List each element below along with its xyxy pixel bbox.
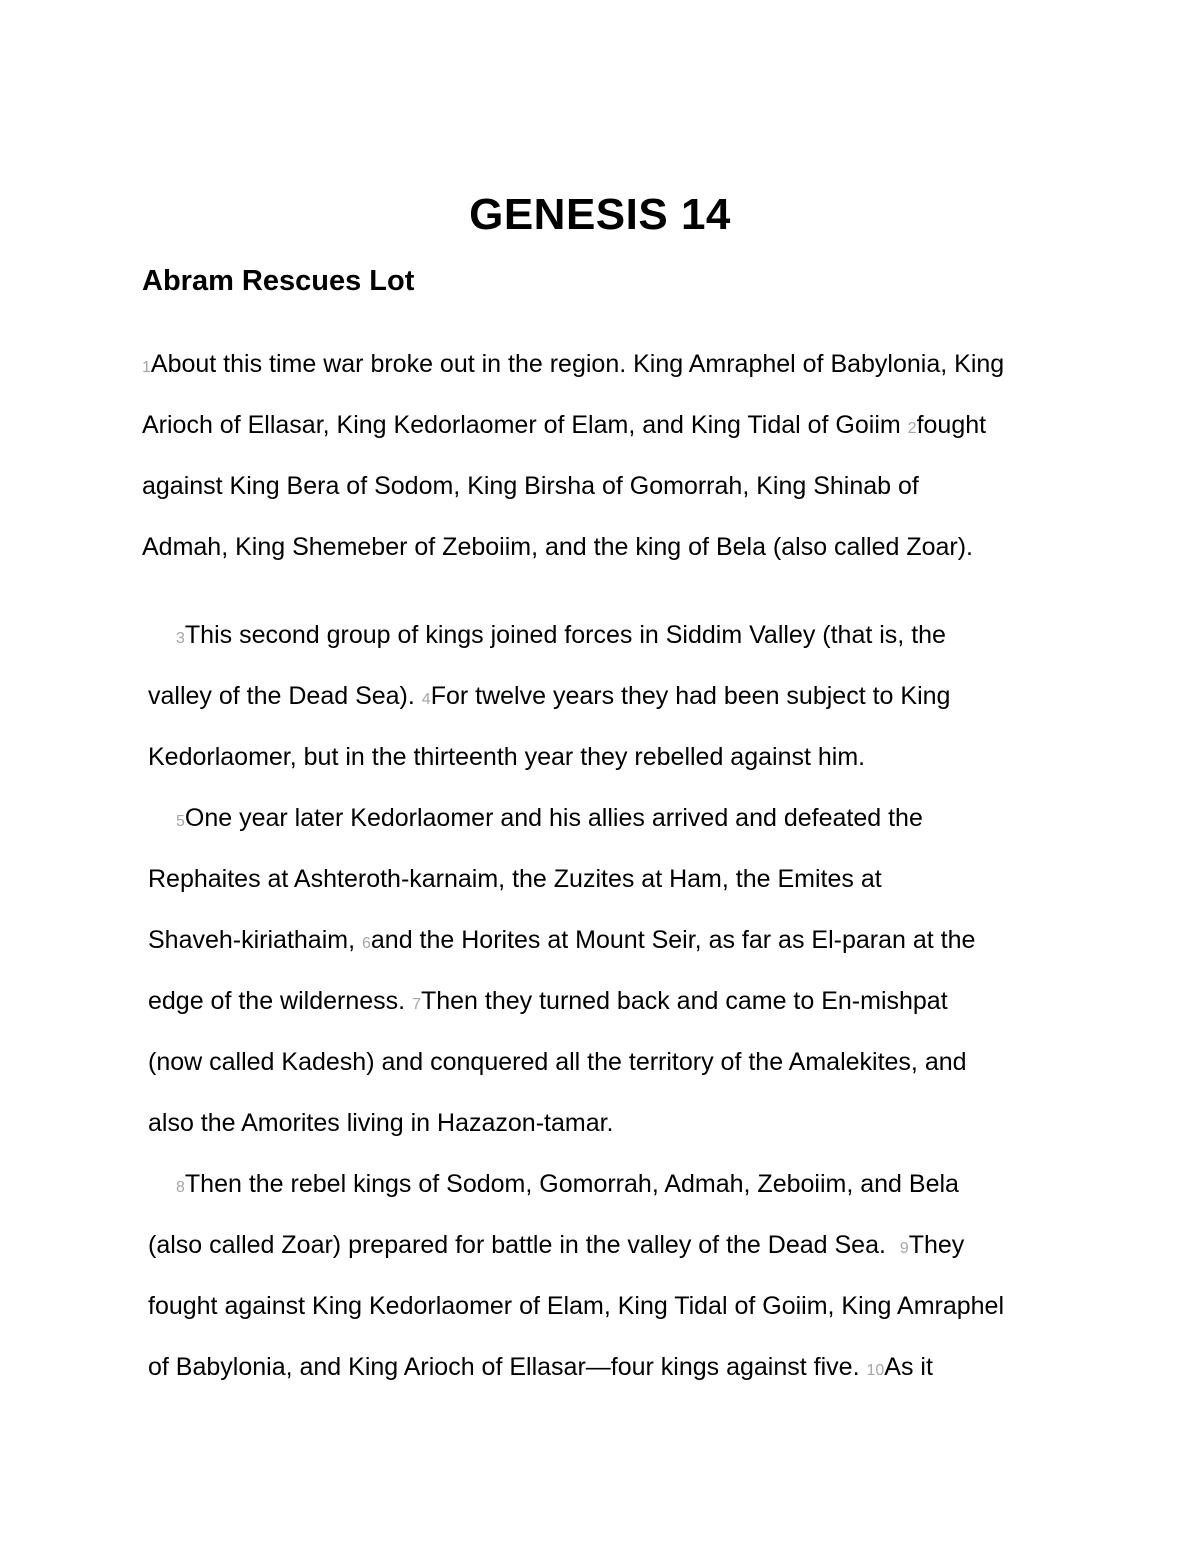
verse-text: Kedorlaomer, but in the thirteenth year they rebelled against him. [148, 743, 866, 771]
text-line [148, 924, 975, 960]
verse-text: against King Bera of Sodom, King Birsha of Gomorrah, King Shinab of [142, 472, 919, 500]
verse-text: valley of the Dead Sea). [148, 682, 422, 710]
text-line [176, 1168, 959, 1204]
text-line [148, 1351, 933, 1387]
verse-text: Then the rebel kings of Sodom, Gomorrah, Admah, Zeboiim, and Bela [184, 1170, 959, 1198]
verse-text: About this time war broke out in the region. King Amraphel of Babylonia, King [150, 350, 1005, 378]
text-line [142, 409, 986, 445]
page-title: GENESIS 14 [469, 190, 731, 239]
verse-number: 7 [412, 996, 421, 1013]
verse-text: fought [916, 411, 987, 439]
verse-text: Arioch of Ellasar, King Kedorlaomer of Elam, and King Tidal of Goiim [142, 411, 908, 439]
verse-text: also the Amorites living in Hazazon-tamar. [148, 1109, 614, 1137]
verse-number: 2 [907, 420, 917, 437]
verse-number: 6 [361, 935, 371, 952]
text-line [148, 1290, 1004, 1322]
verse-text: Then they turned back and came to En-mishpat [420, 987, 948, 1015]
verse-number: 8 [176, 1179, 185, 1196]
text-line [148, 680, 950, 716]
text-line [148, 985, 948, 1021]
verse-text: fought against King Kedorlaomer of Elam, King Tidal of Goiim, King Amraphel [148, 1292, 1005, 1320]
verse-number: 10 [866, 1362, 885, 1379]
verse-number: 5 [176, 813, 185, 830]
verse-number: 3 [176, 630, 185, 647]
section-heading: Abram Rescues Lot [142, 265, 415, 297]
verse-number: 1 [142, 359, 151, 376]
text-line [148, 863, 882, 895]
verse-text: Rephaites at Ashteroth-karnaim, the Zuzites at Ham, the Emites at [148, 865, 882, 893]
verse-text: This second group of kings joined forces in Siddim Valley (that is, the [184, 621, 946, 649]
verse-text: (now called Kadesh) and conquered all the territory of the Amalekites, and [148, 1048, 967, 1076]
verse-text: of Babylonia, and King Arioch of Ellasar—four kings against five. [148, 1353, 867, 1381]
text-line [176, 802, 923, 838]
text-line [148, 741, 865, 773]
text-line [148, 1046, 967, 1078]
verse-text: Admah, King Shemeber of Zeboiim, and the king of Bela (also called Zoar). [142, 533, 973, 561]
text-line [148, 1229, 964, 1265]
verse-text: and the Horites at Mount Seir, as far as El-paran at the [370, 926, 976, 954]
text-line [142, 470, 919, 502]
verse-text: edge of the wilderness. [148, 987, 413, 1015]
text-line [142, 348, 1004, 384]
text-line [148, 1107, 614, 1139]
verse-text: (also called Zoar) prepared for battle in the valley of the Dead Sea. [148, 1231, 900, 1259]
verse-number: 9 [899, 1240, 909, 1257]
verse-text: Shaveh-kiriathaim, [148, 926, 362, 954]
verse-text: For twelve years they had been subject to King [430, 682, 951, 710]
verse-text: One year later Kedorlaomer and his allies arrived and defeated the [184, 804, 923, 832]
verse-text: As it [884, 1353, 933, 1381]
text-line [142, 531, 973, 563]
verse-text: They [908, 1231, 965, 1259]
text-line [176, 619, 946, 655]
verse-number: 4 [421, 691, 431, 708]
